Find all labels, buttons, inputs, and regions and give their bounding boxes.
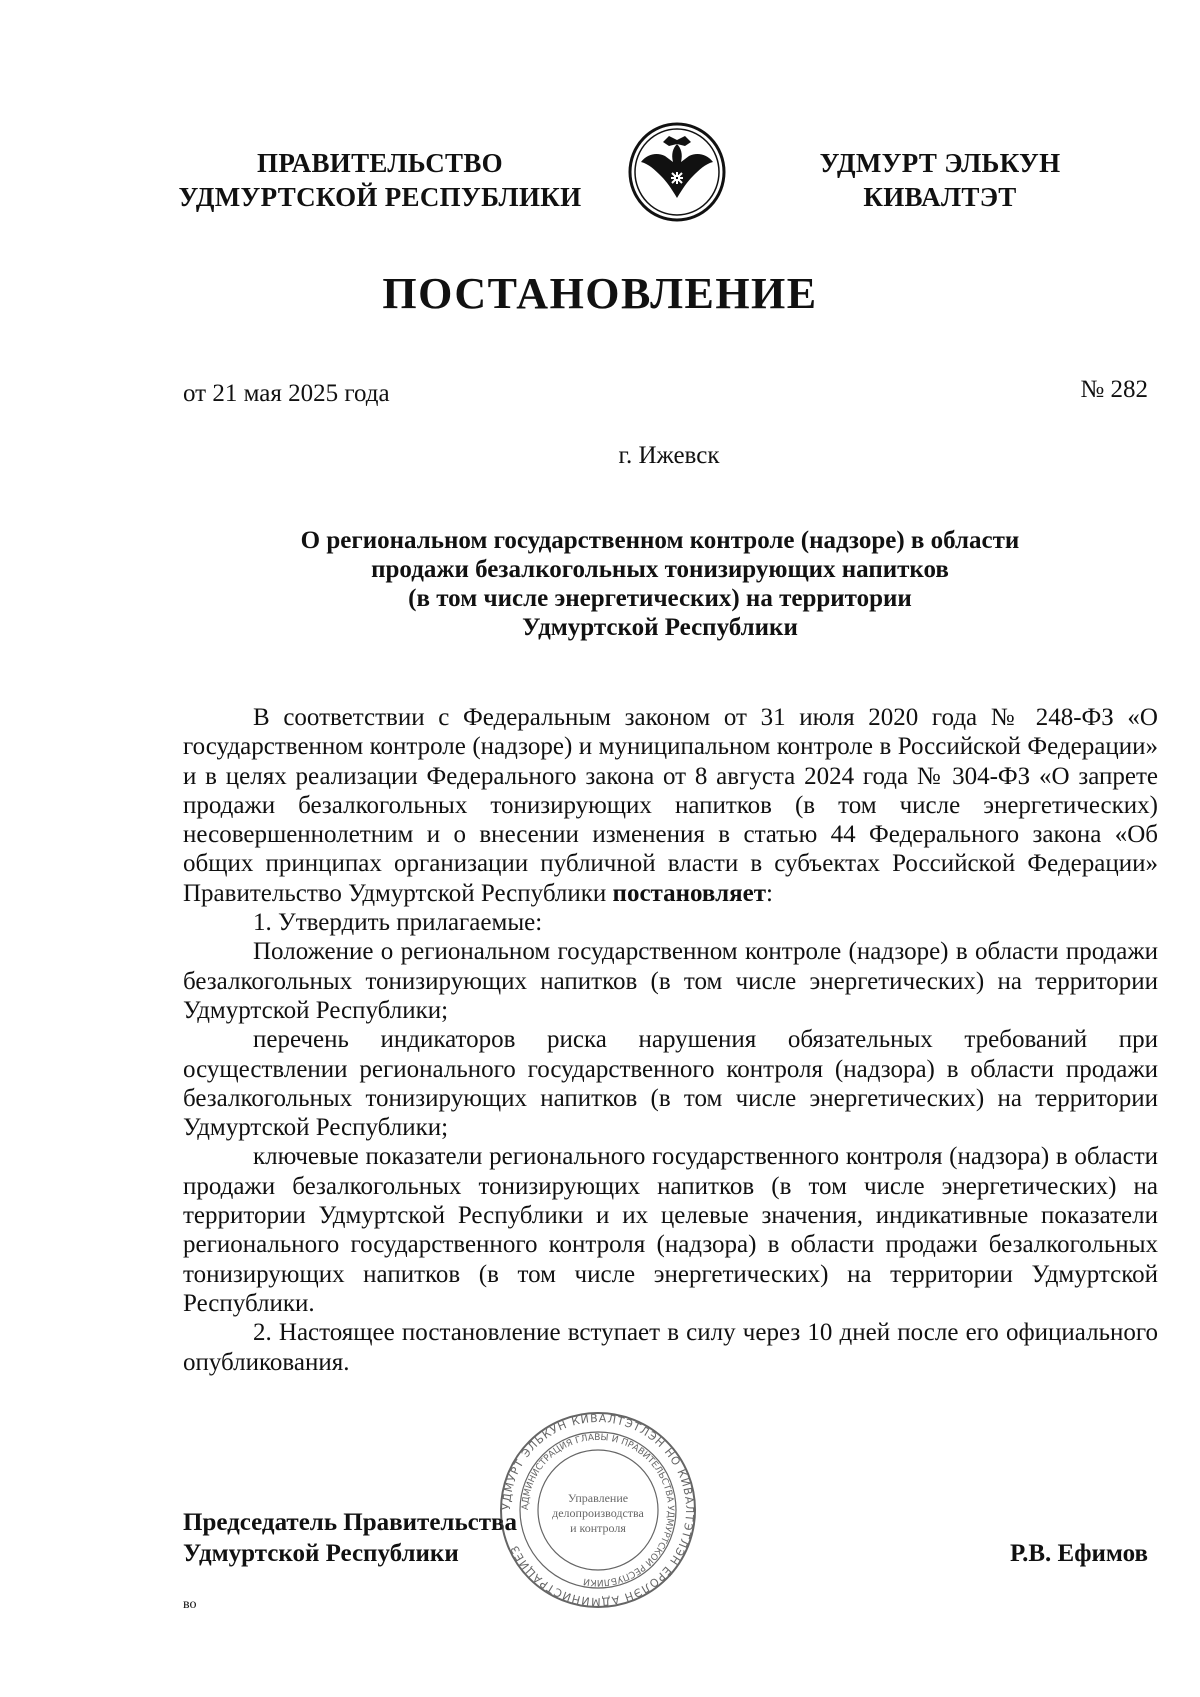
stamp-outer-text: УДМУРТ ЭЛЬКУН КИВАЛТЭТЛЭН НО КИВАЛТЭТЛЭН ЁРОЛЭН АДМИНИСТРАЦИЕЗ	[499, 1411, 697, 1609]
stamp-inner-text: АДМИНИСТРАЦИЯ ГЛАВЫ И ПРАВИТЕЛЬСТВА УДМУРТСКОЙ РЕСПУБЛИКИ	[520, 1432, 676, 1588]
document-title	[240, 526, 1080, 642]
signatory-position	[183, 1507, 517, 1569]
government-name-ru-line1: ПРАВИТЕЛЬСТВО	[257, 148, 503, 178]
stamp-center-line2: делопроизводства	[552, 1506, 644, 1520]
item-1-paragraph: 1. Утвердить прилагаемые:	[253, 909, 543, 937]
signatory-name: Р.В. Ефимов	[1009, 1540, 1148, 1567]
government-name-udm-line1: УДМУРТ ЭЛЬКУН	[819, 148, 1061, 178]
key-indicators-paragraph: ключевые показатели регионального государственного контроля (надзора) в области продажи безалкогольных тонизирующих напитков (в том числе энергетических) на территории Удмуртской Республики и их целевые значения, индикативные показатели регионального государственного контроля (надзора) в области продажи безалкогольных тонизирующих напитков (в том числе энергетических) на территории Удмуртской Республики.	[183, 1143, 1158, 1317]
official-stamp	[498, 1410, 698, 1610]
risk-indicators-paragraph: перечень индикаторов риска нарушения обязательных требований при осуществлении регионального государственного контроля (надзора) в области продажи безалкогольных тонизирующих напитков (в том числе энергетических) на территории Удмуртской Республики;	[183, 1026, 1158, 1142]
document-number: № 282	[1080, 376, 1148, 403]
executor-initials: во	[183, 1597, 197, 1612]
government-name-udmurt	[790, 146, 1090, 214]
udmurtia-coat-of-arms-icon	[627, 122, 727, 222]
item-2-paragraph: 2. Настоящее постановление вступает в силу через 10 дней после его официального опубликования.	[183, 1319, 1158, 1376]
title-line: О региональном государственном контроле (надзоре) в области	[300, 527, 1020, 554]
government-name-russian	[170, 146, 590, 214]
government-name-udm-line2: КИВАЛТЭТ	[863, 182, 1017, 212]
resolves-keyword: постановляет	[612, 879, 767, 907]
document-type-heading: ПОСТАНОВЛЕНИЕ	[382, 269, 818, 318]
document-city: г. Ижевск	[618, 442, 720, 469]
signatory-position-line2: Удмуртской Республики	[183, 1540, 459, 1567]
stamp-center-line3: и контроля	[570, 1521, 626, 1535]
government-name-ru-line2: УДМУРТСКОЙ РЕСПУБЛИКИ	[178, 182, 582, 212]
preamble-colon: :	[766, 879, 773, 907]
preamble-text: В соответствии с Федеральным законом от 31 июля 2020 года № 248-ФЗ «О государственном контроле (надзоре) и муниципальном контроле в Российской Федерации» и в целях реализации Федерального закона от 8 августа 2024 года № 304-ФЗ «О запрете продажи безалкогольных тонизирующих напитков (в том числе энергетических) несовершеннолетним и о внесении изменения в статью 44 Федерального закона «Об общих принципах организации публичной власти в субъектах Российской Федерации» Правительство Удмуртской Республики	[183, 704, 1158, 907]
title-line: Удмуртской Республики	[522, 614, 798, 641]
title-line: продажи безалкогольных тонизирующих напитков	[371, 556, 949, 583]
preamble-paragraph	[183, 703, 1158, 908]
regulation-paragraph: Положение о региональном государственном контроле (надзоре) в области продажи безалкогольных тонизирующих напитков (в том числе энергетических) на территории Удмуртской Республики;	[183, 938, 1158, 1024]
signatory-position-line1: Председатель Правительства	[183, 1509, 518, 1536]
title-line: (в том числе энергетических) на территории	[408, 585, 912, 612]
stamp-center-line1: Управление	[567, 1491, 629, 1505]
document-date: от 21 мая 2025 года	[183, 380, 390, 407]
document-body	[183, 703, 1158, 1377]
